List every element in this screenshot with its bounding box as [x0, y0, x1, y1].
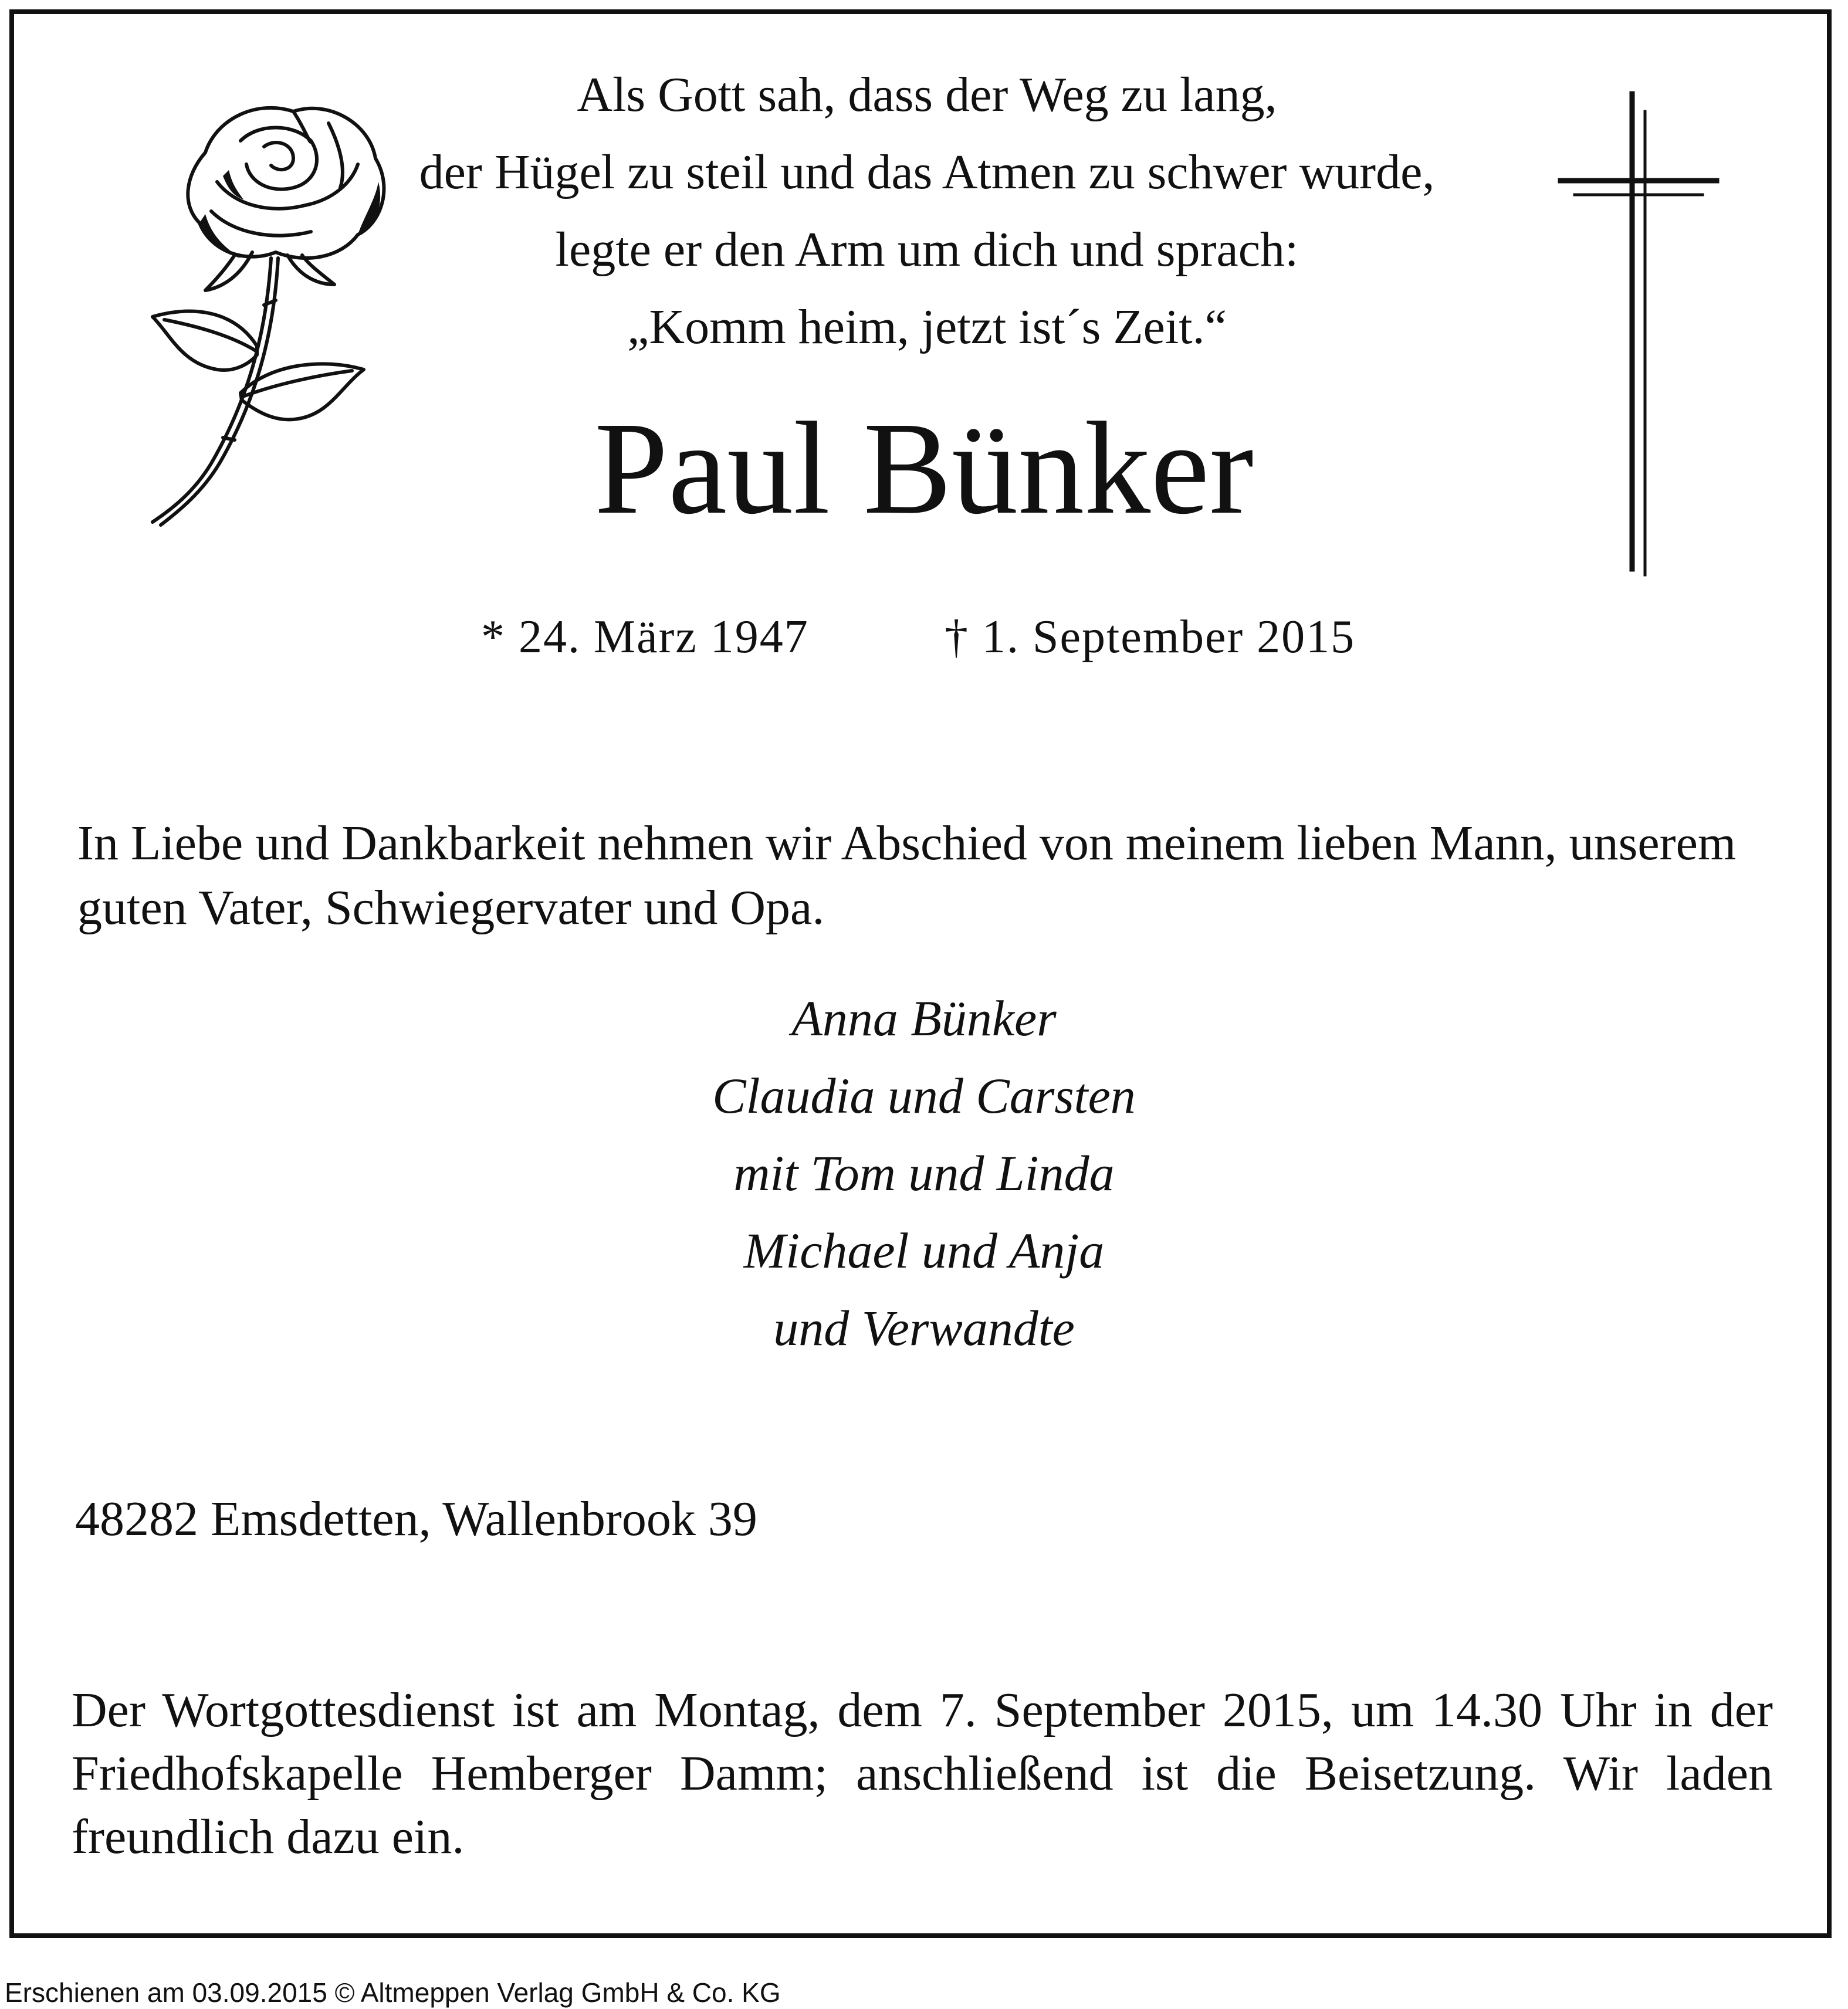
farewell-text: In Liebe und Dankbarkeit nehmen wir Abschied von meinem lieben Mann, unserem guten Vater, Schwiegervater und Opa.: [77, 816, 1737, 935]
poem-line: der Hügel zu steil und das Atmen zu schwer wurde,: [419, 145, 1435, 199]
mourner-line: Anna Bünker: [791, 990, 1057, 1046]
mourner-line: Claudia und Carsten: [712, 1068, 1136, 1124]
mourners-list: [0, 980, 1848, 1367]
mourner-line: Michael und Anja: [743, 1222, 1105, 1279]
poem-line: Als Gott sah, dass der Weg zu lang,: [577, 67, 1277, 122]
poem: [282, 56, 1572, 366]
mourner-line: mit Tom und Linda: [733, 1145, 1115, 1201]
address: 48282 Emsdetten, Wallenbrook 39: [75, 1492, 757, 1546]
death-date: † 1. September 2015: [945, 611, 1356, 663]
poem-line: legte er den Arm um dich und sprach:: [555, 222, 1299, 277]
birth-date: * 24. März 1947: [481, 611, 809, 663]
publication-footer: Erschienen am 03.09.2015 © Altmeppen Verlag GmbH & Co. KG: [5, 1977, 781, 2008]
poem-line: „Komm heim, jetzt ist´s Zeit.“: [627, 300, 1227, 354]
deceased-name: Paul Bünker: [594, 395, 1254, 541]
mourner-line: und Verwandte: [773, 1300, 1075, 1356]
service-text: Der Wortgottesdienst ist am Montag, dem 7. September 2015, um 14.30 Uhr in der Friedhofskapelle Hemberger Damm; anschließend ist die Beisetzung. Wir laden freundlich dazu ein.: [72, 1683, 1773, 1864]
